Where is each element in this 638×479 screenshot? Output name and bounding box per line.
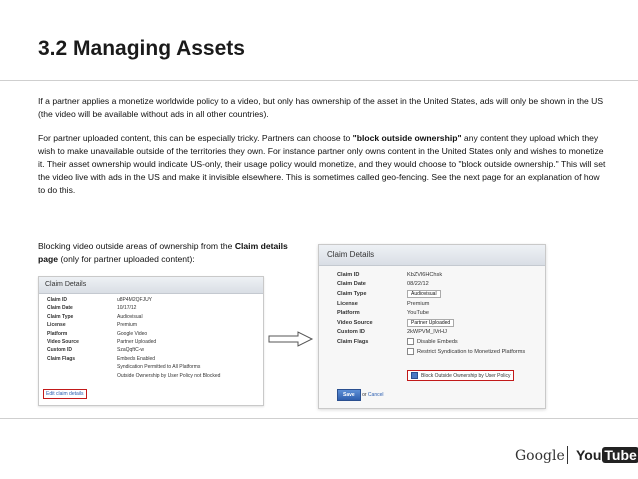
paragraph-partner-uploaded: [38, 132, 608, 197]
detail-row: [319, 299, 545, 309]
checkbox-label: Disable Embeds: [417, 339, 458, 346]
checkbox-label: Restrict Syndication to Monetized Platforms: [417, 349, 526, 356]
detail-row: [39, 330, 263, 338]
detail-value: 10/17/12: [117, 305, 137, 312]
screenshot-caption: [38, 240, 288, 266]
detail-value: SzaQqftC-w: [117, 347, 144, 354]
detail-row: [319, 328, 545, 338]
bold-phrase: Claim details page: [38, 241, 288, 264]
logo-you: You: [576, 447, 602, 463]
detail-row: [39, 313, 263, 321]
right-arrow-icon: [268, 331, 314, 347]
detail-value: Google Video: [117, 330, 148, 337]
save-button[interactable]: Save: [337, 389, 361, 401]
detail-row: [39, 304, 263, 312]
text-segment: any content they upload which they wish to make unavailable outside of the territories they own. For instance partner only owns content in the United States only and wishes to monetize it. Their asset ownership would indicate US-only, their usage policy would monetize, and they would choose to "block outside ownership." This will set the video live with ads in the US and make it invisible elsewhere. This is sometimes called geo-fencing. See the next page for an explanation of how to do this.: [38, 133, 606, 195]
detail-key: Claim ID: [47, 297, 68, 303]
detail-value: KbZVl6HChsk: [407, 271, 443, 278]
claim-details-panel-after: [318, 244, 546, 409]
checkbox-label: Block Outside Ownership by User Policy: [421, 372, 511, 379]
claim-type-select[interactable]: Audiovisual: [407, 290, 441, 299]
checkbox-icon[interactable]: [407, 348, 414, 355]
detail-key: Custom ID: [337, 329, 365, 336]
text-segment: Blocking video outside areas of ownership from the: [38, 241, 235, 251]
detail-row: [319, 270, 545, 280]
detail-value: Embeds Enabled: [117, 355, 156, 362]
flag-value: Syndication Permitted to All Platforms: [117, 364, 201, 371]
detail-key: License: [337, 300, 358, 307]
detail-value: Premium: [117, 322, 138, 329]
page-title: 3.2 Managing Assets: [38, 37, 245, 60]
detail-key: Claim ID: [337, 271, 360, 278]
logo-tube: Tube: [604, 447, 637, 463]
detail-value: Audiovisual: [117, 313, 143, 320]
footer-divider: [0, 418, 638, 419]
detail-row: [39, 321, 263, 329]
text-segment: (only for partner uploaded content):: [58, 254, 195, 264]
detail-key: Platform: [47, 330, 68, 337]
detail-row: [39, 346, 263, 354]
flag-value: Outside Ownership by User Policy not Blocked: [117, 372, 221, 379]
panel-header: Claim Details: [39, 277, 263, 294]
title-divider: [0, 80, 638, 81]
detail-key: Claim Flags: [47, 355, 76, 362]
cancel-link[interactable]: Cancel: [367, 392, 384, 398]
detail-row: [319, 318, 545, 328]
disable-embeds-option[interactable]: [407, 338, 458, 345]
detail-key: Video Source: [337, 319, 373, 326]
detail-key: License: [47, 322, 66, 329]
checkbox-icon[interactable]: [407, 338, 414, 345]
or-text: or: [362, 392, 367, 398]
detail-key: Custom ID: [47, 347, 72, 354]
detail-row: [319, 308, 545, 318]
detail-row: [39, 296, 263, 304]
detail-value: Premium: [407, 300, 430, 307]
text-segment: For partner uploaded content, this can be especially tricky. Partners can choose to: [38, 133, 353, 143]
detail-value: u8P4M2QFJUY: [117, 297, 153, 303]
detail-key: Claim Date: [47, 305, 73, 312]
detail-row: [319, 289, 545, 299]
restrict-syndication-option[interactable]: [407, 348, 525, 355]
detail-row: [39, 355, 263, 363]
bold-phrase: "block outside ownership": [352, 133, 462, 143]
block-outside-ownership-option[interactable]: [407, 370, 514, 381]
panel-header: Claim Details: [319, 245, 545, 266]
detail-value: 2kWPVM_lVrHJ: [407, 329, 447, 336]
detail-value: 08/22/12: [407, 281, 429, 288]
claim-details-panel-before: [38, 276, 264, 406]
form-actions: [337, 389, 384, 401]
detail-row: [319, 337, 545, 347]
google-logo: Google: [515, 448, 565, 464]
paragraph-monetize: If a partner applies a monetize worldwide policy to a video, but only has ownership of the asset in the United States, ads will only be shown in the US (the video will be available without ads in all other countries).: [38, 96, 604, 119]
detail-key: Video Source: [47, 339, 79, 346]
checked-checkbox-icon[interactable]: [411, 372, 418, 379]
detail-value: Partner Uploaded: [117, 339, 157, 346]
detail-row: [39, 338, 263, 346]
video-source-select[interactable]: Partner Uploaded: [407, 319, 454, 328]
detail-row: [319, 347, 545, 357]
detail-row: [319, 280, 545, 290]
detail-key: Platform: [337, 310, 360, 317]
detail-key: Claim Type: [47, 313, 74, 320]
detail-key: Claim Flags: [337, 338, 369, 345]
youtube-logo: [576, 447, 638, 463]
detail-key: Claim Type: [337, 290, 367, 297]
detail-key: Claim Date: [337, 281, 366, 288]
edit-claim-details-link[interactable]: Edit claim details: [43, 389, 87, 399]
logo-separator: [567, 446, 568, 464]
detail-value: YouTube: [407, 310, 429, 317]
